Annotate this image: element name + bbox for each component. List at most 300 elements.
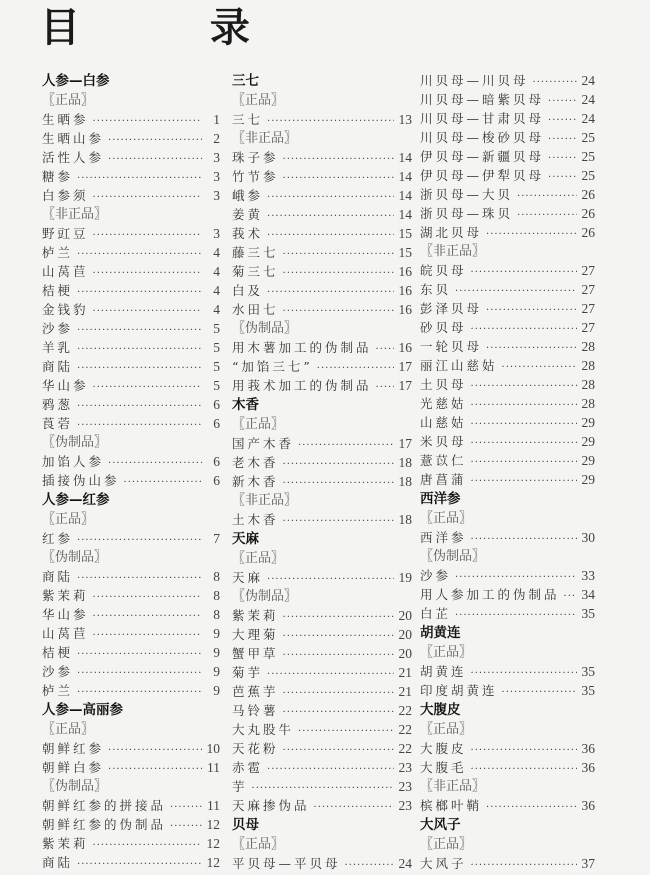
dot-leader xyxy=(283,512,394,531)
page-number: 26 xyxy=(581,187,595,202)
toc-entry xyxy=(420,470,595,489)
entry-name: 沙参 xyxy=(42,664,74,679)
entry-name: 马铃薯 xyxy=(232,703,279,718)
category-label: 〖伪制品〗 xyxy=(420,549,486,564)
dot-leader xyxy=(283,608,394,627)
entry-name: 商陆 xyxy=(42,359,74,374)
toc-entry xyxy=(42,529,220,548)
page-number: 3 xyxy=(213,226,220,241)
toc-entry xyxy=(232,663,412,682)
dot-leader xyxy=(170,798,202,817)
dot-leader xyxy=(471,434,577,453)
entry-name: 山莴苣 xyxy=(42,264,89,279)
toc-entry xyxy=(420,109,595,128)
dot-leader xyxy=(108,760,202,779)
dot-leader xyxy=(283,264,394,283)
dot-leader xyxy=(517,187,577,206)
category-label: 〖非正品〗 xyxy=(420,244,486,259)
page-number: 37 xyxy=(581,856,595,871)
entry-name: 川贝母—暗紫贝母 xyxy=(420,92,545,107)
toc-entry xyxy=(420,223,595,242)
page-number: 16 xyxy=(398,340,412,355)
page-number: 2 xyxy=(213,131,220,146)
entry-name: 水田七 xyxy=(232,302,279,317)
dot-leader xyxy=(267,760,394,779)
entry-name: 用人参加工的伪制品 xyxy=(420,587,560,602)
page-number: 12 xyxy=(206,836,220,851)
category-label: 〖正品〗 xyxy=(232,837,285,852)
dot-leader xyxy=(267,226,394,245)
dot-leader xyxy=(471,530,577,549)
entry-name: 峨参 xyxy=(232,188,264,203)
entry-name: 浙贝母—大贝 xyxy=(420,187,514,202)
toc-entry xyxy=(42,605,220,624)
entry-name: 沙参 xyxy=(42,321,74,336)
page-number: 28 xyxy=(581,358,595,373)
chapter-heading: 胡黄连 xyxy=(420,625,461,641)
toc-entry xyxy=(420,604,595,623)
toc-entry xyxy=(42,471,220,490)
chapter-heading: 人参—白参 xyxy=(42,73,110,89)
page-number: 29 xyxy=(581,415,595,430)
toc-entry xyxy=(232,167,412,186)
toc-entry xyxy=(232,472,412,491)
entry-name: 土贝母 xyxy=(420,377,467,392)
page-number: 21 xyxy=(398,665,412,680)
entry-name: 藤三七 xyxy=(232,245,279,260)
entry-name: 生晒参 xyxy=(42,112,89,127)
page-number: 34 xyxy=(581,587,595,602)
toc-entry xyxy=(420,299,595,318)
dot-leader xyxy=(93,607,202,626)
toc-entry xyxy=(232,281,412,300)
toc-entry xyxy=(232,205,412,224)
chapter-heading: 人参—红参 xyxy=(42,492,110,508)
dot-leader xyxy=(93,836,202,855)
toc-entry xyxy=(232,300,412,319)
toc-entry xyxy=(420,854,595,873)
page-number: 33 xyxy=(581,568,595,583)
entry-name: 朝鲜红参 xyxy=(42,741,105,756)
page-number: 8 xyxy=(213,588,220,603)
page-number: 17 xyxy=(398,359,412,374)
toc-entry xyxy=(42,414,220,433)
dot-leader xyxy=(298,722,394,741)
page-number: 3 xyxy=(213,169,220,184)
page-number: 35 xyxy=(581,664,595,679)
entry-name: 天花粉 xyxy=(232,741,279,756)
entry-name: 菊芋 xyxy=(232,665,264,680)
dot-leader xyxy=(283,169,394,188)
dot-leader xyxy=(93,626,202,645)
page-number: 16 xyxy=(398,283,412,298)
toc-column-1 xyxy=(42,71,220,872)
dot-leader xyxy=(471,377,577,396)
entry-name: 朝鲜红参的伪制品 xyxy=(42,817,167,832)
page-number: 27 xyxy=(581,301,595,316)
page-number: 22 xyxy=(398,703,412,718)
dot-leader xyxy=(314,798,394,817)
page-number: 26 xyxy=(581,225,595,240)
toc-entry xyxy=(42,739,220,758)
toc-entry xyxy=(420,566,595,585)
entry-name: 薏苡仁 xyxy=(420,453,467,468)
toc-entry xyxy=(232,376,412,395)
toc-entry xyxy=(232,224,412,243)
entry-name: 伊贝母—新疆贝母 xyxy=(420,149,545,164)
toc-entry xyxy=(232,720,412,739)
dot-leader xyxy=(486,225,577,244)
entry-name: 糖参 xyxy=(42,169,74,184)
page-number: 11 xyxy=(207,798,220,813)
dot-leader xyxy=(77,645,202,664)
entry-name: 胡黄连 xyxy=(420,664,467,679)
toc-entry xyxy=(42,395,220,414)
dot-leader xyxy=(93,188,202,207)
page-number: 36 xyxy=(581,798,595,813)
toc-entry xyxy=(42,243,220,262)
entry-name: 朝鲜白参 xyxy=(42,760,105,775)
entry-name: 野豇豆 xyxy=(42,226,89,241)
dot-leader xyxy=(267,283,394,302)
category-label: 〖正品〗 xyxy=(420,837,473,852)
entry-name: 皖贝母 xyxy=(420,263,467,278)
entry-name: 姜黄 xyxy=(232,207,264,222)
dot-leader xyxy=(471,856,577,875)
entry-name: 伊贝母—伊犁贝母 xyxy=(420,168,545,183)
dot-leader xyxy=(548,92,577,111)
page-number: 5 xyxy=(213,378,220,393)
toc-entry xyxy=(420,166,595,185)
entry-name: 华山参 xyxy=(42,607,89,622)
toc-entry xyxy=(42,262,220,281)
dot-leader xyxy=(471,396,577,415)
dot-leader xyxy=(283,150,394,169)
dot-leader xyxy=(455,606,577,625)
dot-leader xyxy=(471,760,577,779)
dot-leader xyxy=(77,855,202,874)
page-number: 23 xyxy=(398,779,412,794)
dot-leader xyxy=(283,627,394,646)
toc-entry xyxy=(232,796,412,815)
toc-entry xyxy=(42,796,220,815)
category-label: 〖伪制品〗 xyxy=(232,321,298,336)
entry-name: 商陆 xyxy=(42,569,74,584)
toc-entry xyxy=(420,261,595,280)
page-number: 8 xyxy=(213,569,220,584)
page-number: 12 xyxy=(206,817,220,832)
toc-entry xyxy=(420,739,595,758)
toc-entry xyxy=(232,453,412,472)
page-number: 27 xyxy=(581,263,595,278)
entry-name: 砂贝母 xyxy=(420,320,467,335)
toc-entry xyxy=(420,147,595,166)
page-number: 4 xyxy=(213,283,220,298)
page-number: 16 xyxy=(398,264,412,279)
toc-entry xyxy=(420,204,595,223)
toc-entry xyxy=(232,701,412,720)
dot-leader xyxy=(471,263,577,282)
page-number: 22 xyxy=(398,741,412,756)
toc-entry xyxy=(42,815,220,834)
entry-name: 紫茉莉 xyxy=(42,836,89,851)
dot-leader xyxy=(564,587,577,606)
toc-entry xyxy=(420,796,595,815)
page-number: 6 xyxy=(213,473,220,488)
category-label: 〖正品〗 xyxy=(42,512,95,527)
page-number: 24 xyxy=(581,111,595,126)
toc-column-2 xyxy=(232,71,412,873)
page-number: 17 xyxy=(398,436,412,451)
page-number: 23 xyxy=(398,798,412,813)
page-number: 13 xyxy=(398,112,412,127)
page-number: 14 xyxy=(398,188,412,203)
toc-entry xyxy=(42,319,220,338)
toc-entry xyxy=(420,375,595,394)
toc-entry xyxy=(232,606,412,625)
toc-entry xyxy=(420,528,595,547)
toc-entry xyxy=(42,357,220,376)
dot-leader xyxy=(93,112,202,131)
category-label: 〖正品〗 xyxy=(420,645,473,660)
toc-entry xyxy=(232,625,412,644)
entry-name: 菊三七 xyxy=(232,264,279,279)
toc-entry xyxy=(42,129,220,148)
page-number: 28 xyxy=(581,377,595,392)
dot-leader xyxy=(108,454,202,473)
category-label: 〖非正品〗 xyxy=(42,207,108,222)
dot-leader xyxy=(548,111,577,130)
toc-entry xyxy=(232,357,412,376)
entry-name: 紫茉莉 xyxy=(42,588,89,603)
dot-leader xyxy=(283,245,394,264)
dot-leader xyxy=(108,741,202,760)
category-label: 〖正品〗 xyxy=(232,93,285,108)
toc-entry xyxy=(420,681,595,700)
category-label: 〖正品〗 xyxy=(232,551,285,566)
page-number: 12 xyxy=(206,855,220,870)
page-number: 19 xyxy=(398,570,412,585)
dot-leader xyxy=(298,436,394,455)
toc-entry xyxy=(420,662,595,681)
toc-entry xyxy=(420,451,595,470)
toc-entry xyxy=(420,356,595,375)
entry-name: 朝鲜红参的拼接品 xyxy=(42,798,167,813)
page-number: 25 xyxy=(581,168,595,183)
dot-leader xyxy=(283,646,394,665)
chapter-heading: 贝母 xyxy=(232,817,259,833)
page-number: 25 xyxy=(581,149,595,164)
dot-leader xyxy=(345,856,394,875)
category-label: 〖正品〗 xyxy=(232,417,285,432)
entry-name: 蟹甲草 xyxy=(232,646,279,661)
dot-leader xyxy=(548,130,577,149)
page-number: 20 xyxy=(398,646,412,661)
toc-entry xyxy=(42,376,220,395)
dot-leader xyxy=(93,378,202,397)
entry-name: 赤雹 xyxy=(232,760,264,775)
page-number: 30 xyxy=(581,530,595,545)
entry-name: 加馅人参 xyxy=(42,454,105,469)
page-number: 15 xyxy=(398,245,412,260)
dot-leader xyxy=(471,472,577,491)
chapter-heading: 木香 xyxy=(232,397,259,413)
dot-leader xyxy=(283,684,394,703)
page-number: 18 xyxy=(398,474,412,489)
entry-name: 白参须 xyxy=(42,188,89,203)
dot-leader xyxy=(77,340,202,359)
toc-entry xyxy=(42,338,220,357)
entry-name: 唐菖蒲 xyxy=(420,472,467,487)
page-number: 28 xyxy=(581,339,595,354)
chapter-heading: 西洋参 xyxy=(420,491,461,507)
dot-leader xyxy=(93,226,202,245)
page-number: 24 xyxy=(581,92,595,107)
page-number: 5 xyxy=(213,321,220,336)
dot-leader xyxy=(77,569,202,588)
chapter-heading: 天麻 xyxy=(232,531,259,547)
dot-leader xyxy=(267,207,394,226)
toc-entry xyxy=(420,318,595,337)
page-number: 23 xyxy=(398,760,412,775)
page-number: 18 xyxy=(398,455,412,470)
entry-name: 槟榔叶鞘 xyxy=(420,798,483,813)
entry-name: 华山参 xyxy=(42,378,89,393)
page-number: 11 xyxy=(207,760,220,775)
dot-leader xyxy=(283,703,394,722)
toc-entry xyxy=(42,300,220,319)
page-number: 27 xyxy=(581,282,595,297)
page-number: 1 xyxy=(213,112,220,127)
entry-name: 栌兰 xyxy=(42,683,74,698)
category-label: 〖正品〗 xyxy=(420,511,473,526)
page-number: 6 xyxy=(213,454,220,469)
entry-name: 大腹皮 xyxy=(420,741,467,756)
category-label: 〖非正品〗 xyxy=(420,779,486,794)
entry-name: 三七 xyxy=(232,112,264,127)
page-number: 7 xyxy=(213,531,220,546)
page-number: 9 xyxy=(213,626,220,641)
toc-entry xyxy=(420,758,595,777)
dot-leader xyxy=(170,817,202,836)
dot-leader xyxy=(502,683,577,702)
dot-leader xyxy=(486,798,577,817)
dot-leader xyxy=(77,359,202,378)
category-label: 〖伪制品〗 xyxy=(42,435,108,450)
toc-entry xyxy=(232,568,412,587)
toc-entry xyxy=(42,853,220,872)
page-number: 3 xyxy=(213,188,220,203)
toc-entry xyxy=(42,148,220,167)
page-number: 21 xyxy=(398,684,412,699)
entry-name: 大风子 xyxy=(420,856,467,871)
dot-leader xyxy=(548,168,577,187)
toc-entry xyxy=(232,338,412,357)
toc-entry xyxy=(232,434,412,453)
entry-name: 川贝母—甘肃贝母 xyxy=(420,111,545,126)
entry-name: 山慈姑 xyxy=(420,415,467,430)
entry-name: “加馅三七” xyxy=(232,359,313,374)
entry-name: 桔梗 xyxy=(42,645,74,660)
page-number: 14 xyxy=(398,150,412,165)
dot-leader xyxy=(267,665,394,684)
page-number: 25 xyxy=(581,130,595,145)
toc-entry xyxy=(42,643,220,662)
dot-leader xyxy=(93,264,202,283)
page-number: 29 xyxy=(581,472,595,487)
chapter-heading: 人参—高丽参 xyxy=(42,702,123,718)
dot-leader xyxy=(77,169,202,188)
toc-entry xyxy=(232,186,412,205)
dot-leader xyxy=(471,415,577,434)
toc-entry xyxy=(420,394,595,413)
entry-name: 山莴苣 xyxy=(42,626,89,641)
toc-entry xyxy=(232,644,412,663)
toc-entry xyxy=(232,148,412,167)
toc-column-3 xyxy=(420,71,595,873)
page-number: 9 xyxy=(213,683,220,698)
entry-name: 天麻 xyxy=(232,570,264,585)
toc-entry xyxy=(232,758,412,777)
category-label: 〖正品〗 xyxy=(42,722,95,737)
entry-name: 川贝母—川贝母 xyxy=(420,73,529,88)
entry-name: 插接伪山参 xyxy=(42,473,120,488)
entry-name: 大理菊 xyxy=(232,627,279,642)
toc-entry xyxy=(232,110,412,129)
entry-name: 白芷 xyxy=(420,606,452,621)
entry-name: 丽江山慈姑 xyxy=(420,358,498,373)
page-number: 16 xyxy=(398,302,412,317)
entry-name: 用木薯加工的伪制品 xyxy=(232,340,372,355)
page-number: 4 xyxy=(213,245,220,260)
entry-name: 老木香 xyxy=(232,455,279,470)
entry-name: 芋 xyxy=(232,779,248,794)
page-number: 9 xyxy=(213,645,220,660)
dot-leader xyxy=(93,302,202,321)
toc-entry xyxy=(42,662,220,681)
dot-leader xyxy=(77,283,202,302)
dot-leader xyxy=(108,150,202,169)
page-number: 35 xyxy=(581,683,595,698)
page-number: 36 xyxy=(581,741,595,756)
entry-name: 白及 xyxy=(232,283,264,298)
entry-name: 活性人参 xyxy=(42,150,105,165)
category-label: 〖非正品〗 xyxy=(232,131,298,146)
toc-entry xyxy=(42,586,220,605)
dot-leader xyxy=(77,245,202,264)
page-number: 6 xyxy=(213,397,220,412)
category-label: 〖正品〗 xyxy=(420,722,473,737)
entry-name: 桔梗 xyxy=(42,283,74,298)
entry-name: 羊乳 xyxy=(42,340,74,355)
dot-leader xyxy=(283,741,394,760)
dot-leader xyxy=(517,206,577,225)
page-number: 36 xyxy=(581,760,595,775)
toc-entry xyxy=(420,71,595,90)
entry-name: 珠子参 xyxy=(232,150,279,165)
dot-leader xyxy=(471,320,577,339)
page-number: 14 xyxy=(398,169,412,184)
page-number: 27 xyxy=(581,320,595,335)
page-number: 6 xyxy=(213,416,220,431)
dot-leader xyxy=(267,188,394,207)
entry-name: 西洋参 xyxy=(420,530,467,545)
dot-leader xyxy=(77,397,202,416)
entry-name: 栌兰 xyxy=(42,245,74,260)
dot-leader xyxy=(124,473,202,492)
entry-name: 用莪术加工的伪制品 xyxy=(232,378,372,393)
toc-entry xyxy=(420,128,595,147)
